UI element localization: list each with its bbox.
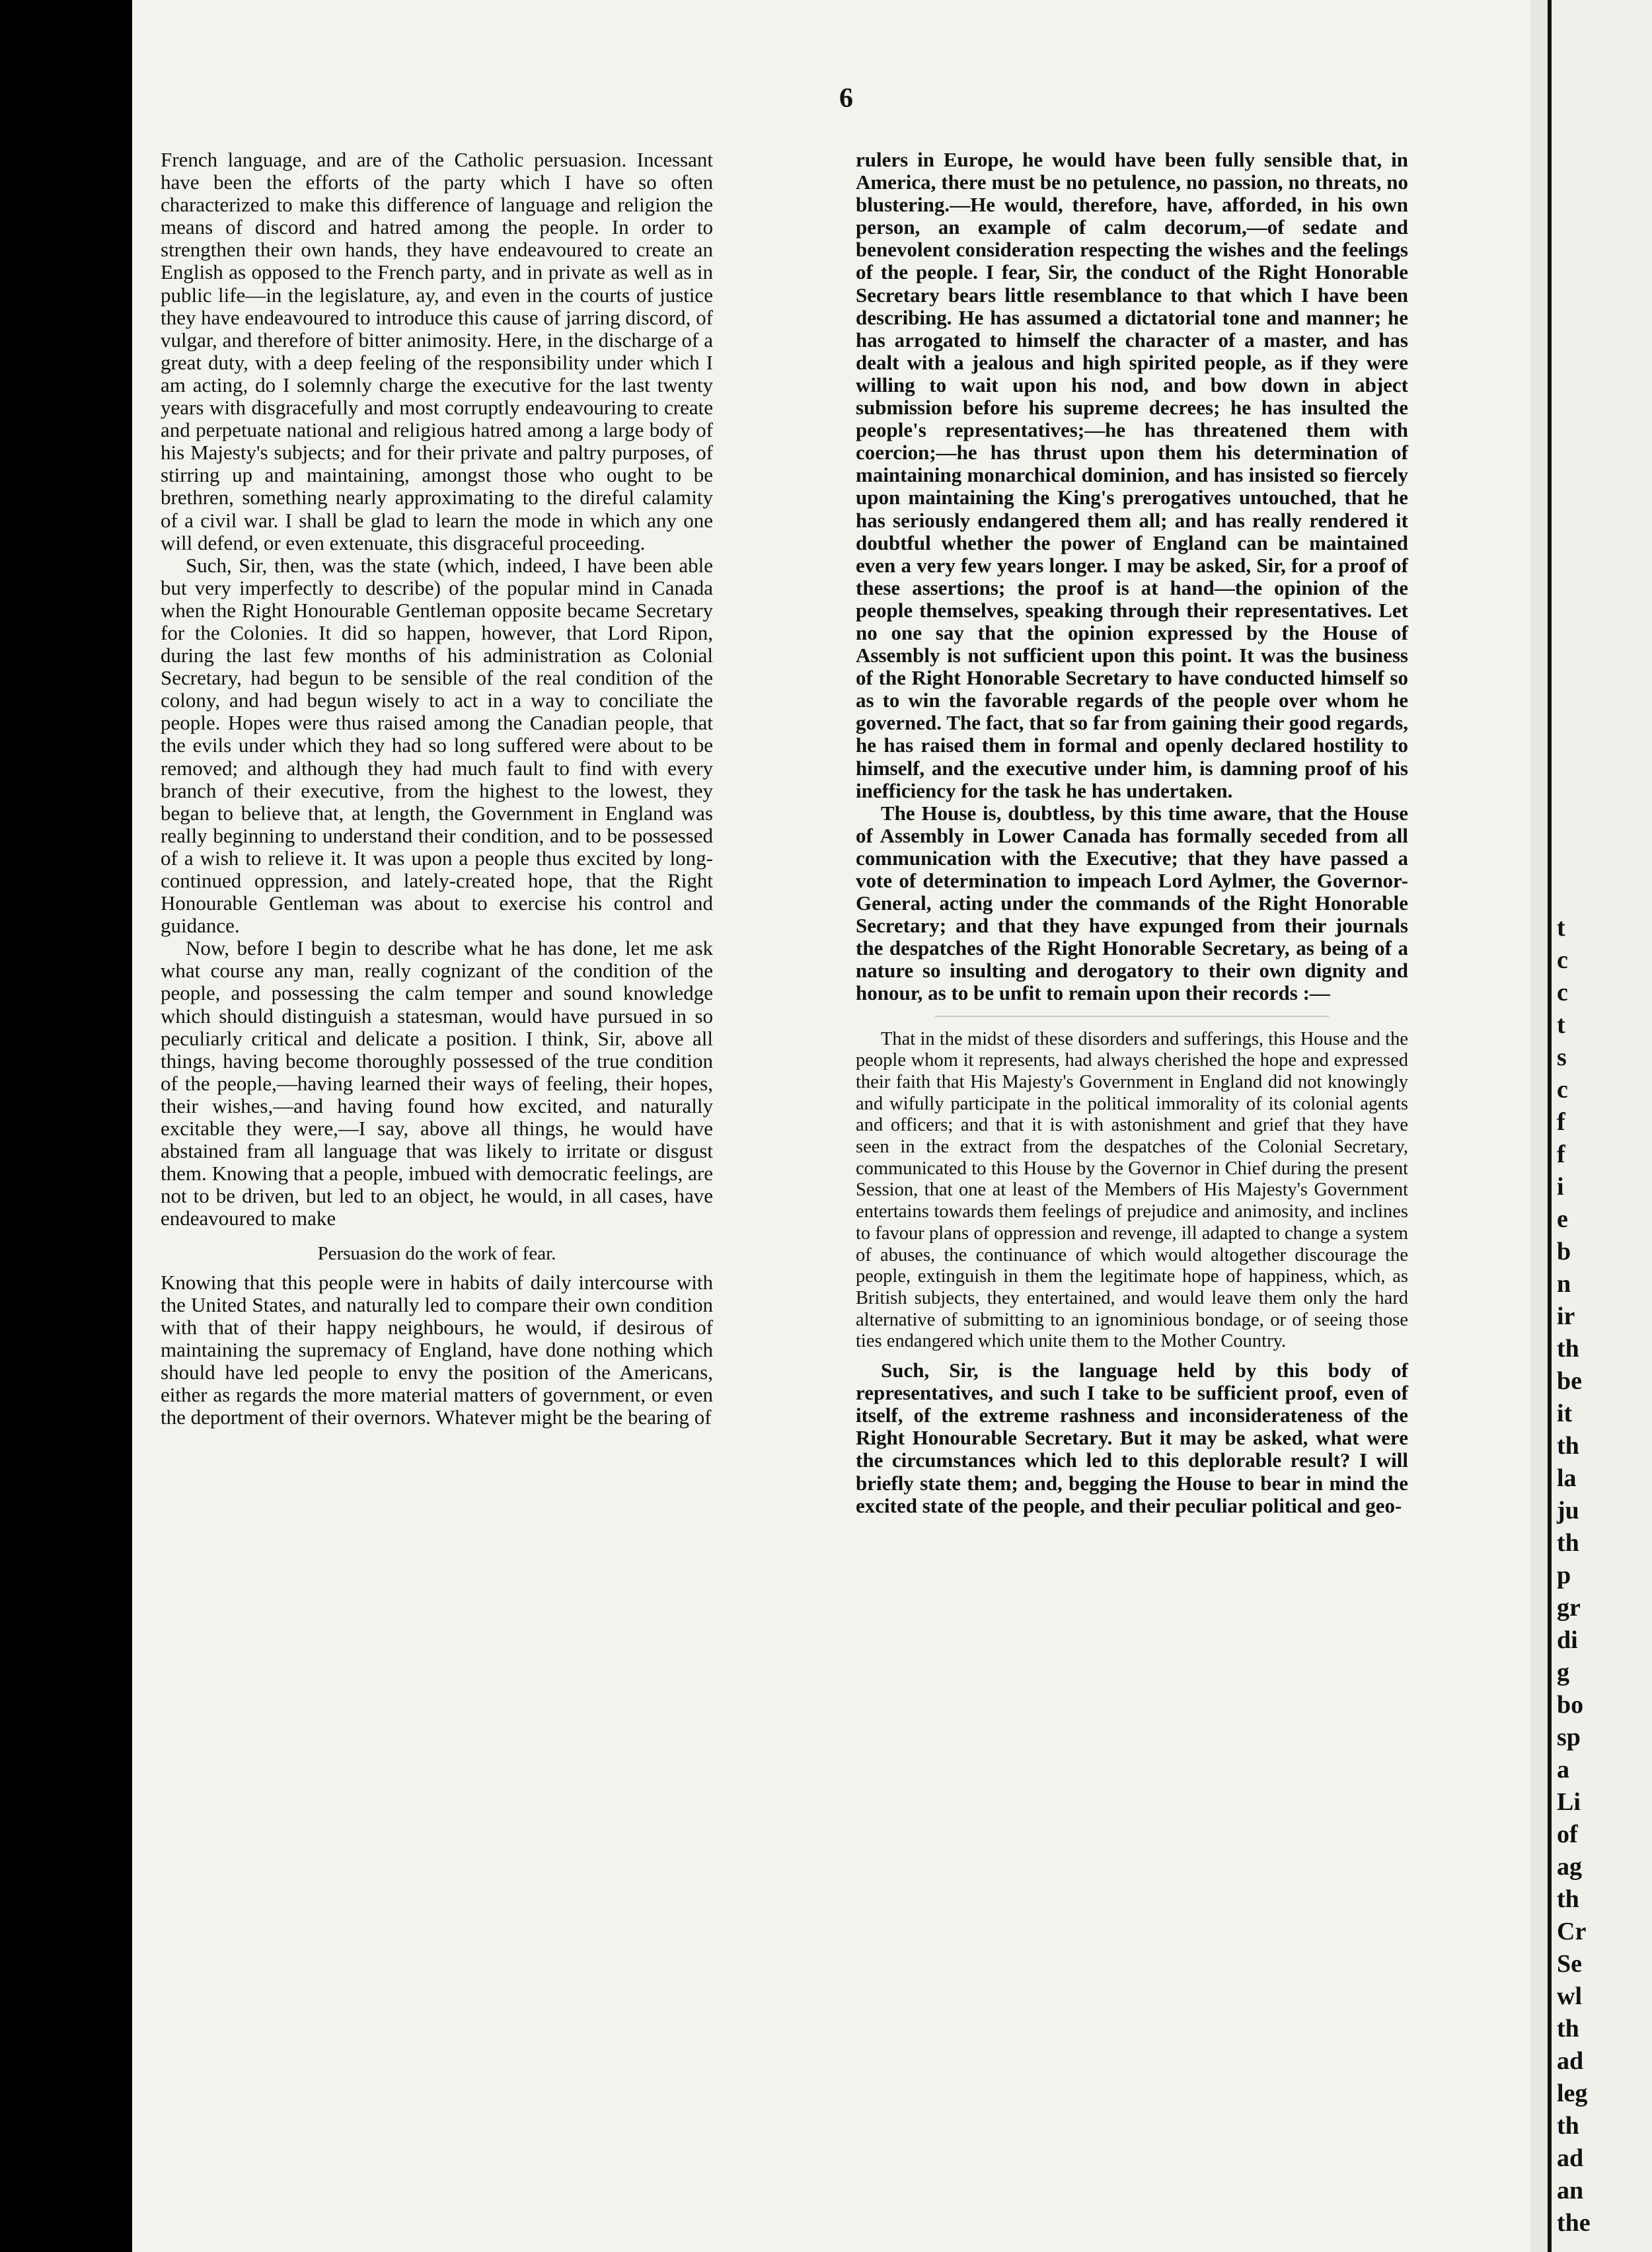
text-fragment: b xyxy=(1557,1238,1571,1265)
text-fragment: ad xyxy=(1557,2144,1584,2172)
text-fragment: of xyxy=(1557,1820,1578,1848)
text-fragment: bo xyxy=(1557,1691,1584,1719)
paragraph: Now, before I begin to describe what he has done, let me ask what course any man, really cognizant of the condition of the people, and possessing the calm temper and sound knowledge which should distinguish a statesman, would have pursued in so peculiarly critical and delicate a position. I think, Sir, above all things, having become thoroughly possessed of the true condition of the people,—having learned their ways of feeling, their hopes, their wishes,—and having found how excited, and naturally excitable they were,—I say, above all things, he would have abstained fram all language that was likely to irritate or disgust them. Knowing that a people, imbued with democratic feelings, are not to be driven, but led to an object, he would, in all cases, have endeavoured to make xyxy=(161,936,713,1230)
page-gutter xyxy=(1530,0,1548,2252)
text-fragment: p xyxy=(1557,1561,1571,1589)
text-fragment: an xyxy=(1557,2177,1584,2204)
text-fragment: gr xyxy=(1557,1594,1581,1622)
text-fragment: g xyxy=(1557,1659,1569,1686)
text-fragment: sp xyxy=(1557,1723,1581,1751)
text-fragment: Se xyxy=(1557,1950,1582,1978)
text-fragment: th xyxy=(1557,1335,1579,1363)
text-fragment: di xyxy=(1557,1626,1578,1654)
text-fragment: f xyxy=(1557,1108,1565,1136)
paragraph: Such, Sir, is the language held by this body of representatives, and such I take to be sufficient proof, even of itself, of the extreme rashness and inconsiderateness of the Right Honourable Secretary. But it may be asked, what were the circumstances which led to this deplorable result? I will briefly state them; and, begging the House to bear in mind the excited state of the people, and their peculiar political and geo- xyxy=(856,1359,1408,1517)
text-fragment: n xyxy=(1557,1270,1571,1298)
paragraph: Knowing that this people were in habits of daily intercourse with the United States, and naturally led to compare their own condition with that of their happy neighbours, he would, if desirous of maintaining the supremacy of England, have done nothing which should have led people to envy the position of the Americans, either as regards the more material matters of government, or even the deportment of their overnors. Whatever might be the bearing of xyxy=(161,1270,713,1429)
text-fragment: c xyxy=(1557,979,1568,1006)
text-fragment: c xyxy=(1557,946,1568,974)
text-fragment: ad xyxy=(1557,2047,1584,2075)
text-fragment: ju xyxy=(1557,1497,1579,1524)
next-page-edge xyxy=(1548,0,1652,2252)
text-fragment: th xyxy=(1557,2112,1579,2140)
left-column xyxy=(161,149,713,1429)
text-fragment: ir xyxy=(1557,1302,1575,1330)
text-fragment: th xyxy=(1557,1529,1579,1557)
page-edge-bar xyxy=(1548,0,1552,2252)
paragraph: rulers in Europe, he would have been fully sensible that, in America, there must be no petulence, no passion, no threats, no blustering.—He would, therefore, have, afforded, in his own person, an example of calm decorum,—of sedate and benevolent consideration respecting the wishes and the feelings of the people. I fear, Sir, the conduct of the Right Honorable Secretary bears little resemblance to that which I have been describing. He has assumed a dictatorial tone and manner; he has arrogated to himself the character of a master, and has dealt with a jealous and high spirited people, as if they were willing to wait upon his nod, and bow down in abject submission before his supreme decrees; he has insulted the people's representatives;—he has threatened them with coercion;—he has thrust upon them his determination of maintaining monarchical dominion, and has insisted so fiercely upon maintaining the King's prerogatives untouched, that he has seriously endangered them all; and has really rendered it doubtful whether the power of England can be maintained even a very few years longer. I may be asked, Sir, for a proof of these assertions; the proof is at hand—the opinion of the people themselves, speaking through their representatives. Let no one say that the opinion expressed by the House of Assembly is not sufficient upon this point. It was the business of the Right Honorable Secretary to have conducted himself so as to win the favorable regards of the people over whom he governed. The fact, that so far from gaining their good regards, he has raised them in formal and openly declared hostility to himself, and the executive under him, is damning proof of his inefficiency for the task he has undertaken. xyxy=(856,148,1408,802)
text-fragment: c xyxy=(1557,1076,1568,1104)
text-fragment: th xyxy=(1557,2015,1579,2043)
text-fragment: la xyxy=(1557,1464,1577,1492)
text-fragment: a xyxy=(1557,1756,1569,1783)
right-column xyxy=(856,149,1408,1517)
text-fragment: be xyxy=(1557,1367,1582,1395)
text-fragment: i xyxy=(1557,1173,1564,1201)
text-fragment: leg xyxy=(1557,2080,1588,2107)
text-fragment: s xyxy=(1557,1043,1567,1071)
text-fragment: wl xyxy=(1557,1982,1582,2010)
text-fragment: Li xyxy=(1557,1788,1581,1816)
block-quote: That in the midst of these disorders and sufferings, this House and the people whom it represents, had always cherished the hope and expressed their faith that His Majesty's Government in England did not knowingly and wifully participate in the political immorality of its colonial agents and officers; and that it is with astonishment and grief that they have seen in the extract from the despatches of the Colonial Secretary, communicated to this House by the Governor in Chief during the present Session, that one at least of the Members of His Majesty's Government entertains towards them feelings of prejudice and animosity, and inclines to favour plans of oppression and revenge, ill adapted to change a system of abuses, the continuance of which would altogether discourage the people, extinguish in them the legitimate hope of happiness, which, as British subjects, they entertained, and would leave them only the hard alternative of submitting to an ignominious bondage, or of seeing those ties endangered which unite them to the Mother Country. xyxy=(856,1028,1408,1352)
text-fragment: Cr xyxy=(1557,1918,1587,1945)
quote-line: Persuasion do the work of fear. xyxy=(317,1242,556,1264)
paragraph: Such, Sir, then, was the state (which, indeed, I have been able but very imperfectly to describe) of the popular mind in Canada when the Right Honourable Gentleman opposite became Secretary for the Colonies. It did so happen, however, that Lord Ripon, during the last few months of his administration as Colonial Secretary, had begun to be sensible of the real condition of the colony, and had begun wisely to act in a way to conciliate the people. Hopes were thus raised among the Canadian people, that the evils under which they had so long suffered were about to be removed; and although they had much fault to find with every branch of their executive, from the highest to the lowest, they began to believe that, at length, the Government in England was really beginning to understand their condition, and to be possessed of a wish to relieve it. It was upon a people thus excited by long-continued oppression, and lately-created hope, that the Right Honourable Gentleman was about to exercise his control and guidance. xyxy=(161,553,713,938)
text-fragment: th xyxy=(1557,1432,1579,1460)
text-fragment: it xyxy=(1557,1400,1573,1427)
text-fragment: t xyxy=(1557,914,1565,942)
paragraph: The House is, doubtless, by this time aware, that the House of Assembly in Lower Canada has formally seceded from all communication with the Executive; that they have passed a vote of determination to impeach Lord Aylmer, the Governor-General, acting under the commands of the Right Honorable Secretary; and that they have expunged from their journals the despatches of the Right Honorable Secretary, as being of a nature so insulting and derogatory to their own dignity and honour, as to be unfit to remain upon their records :— xyxy=(856,801,1408,1005)
text-fragment: ag xyxy=(1557,1853,1582,1881)
paragraph: French language, and are of the Catholic persuasion. Incessant have been the efforts of the party which I have so often characterized to make this difference of language and religion the means of discord and hatred among the people. In order to strengthen their own hands, they have endeavoured to create an English as opposed to the French party, and in private as well as in public life—in the legislature, ay, and even in the courts of justice they have endeavoured to introduce this cause of jarring discord, of vulgar, and therefore of bitter animosity. Here, in the discharge of a great duty, with a deep feeling of the responsibility under which I am acting, do I solemnly charge the executive for the last twenty years with disgracefully and most corruptly endeavouring to create and perpetuate national and religious hatred among a large body of his Majesty's subjects; and for their private and paltry purposes, of stirring up and maintaining, amongst those who ought to be brethren, something nearly approximating to the direful calamity of a civil war. I shall be glad to learn the mode in which any one will defend, or even extenuate, this disgraceful proceeding. xyxy=(161,148,713,554)
text-fragment: t xyxy=(1557,1011,1565,1039)
divider xyxy=(935,1016,1329,1017)
text-fragment: th xyxy=(1557,1885,1579,1913)
page-number: 6 xyxy=(839,83,853,114)
text-fragment: e xyxy=(1557,1205,1568,1233)
text-fragment: the xyxy=(1557,2209,1591,2237)
text-fragment: f xyxy=(1557,1141,1565,1168)
